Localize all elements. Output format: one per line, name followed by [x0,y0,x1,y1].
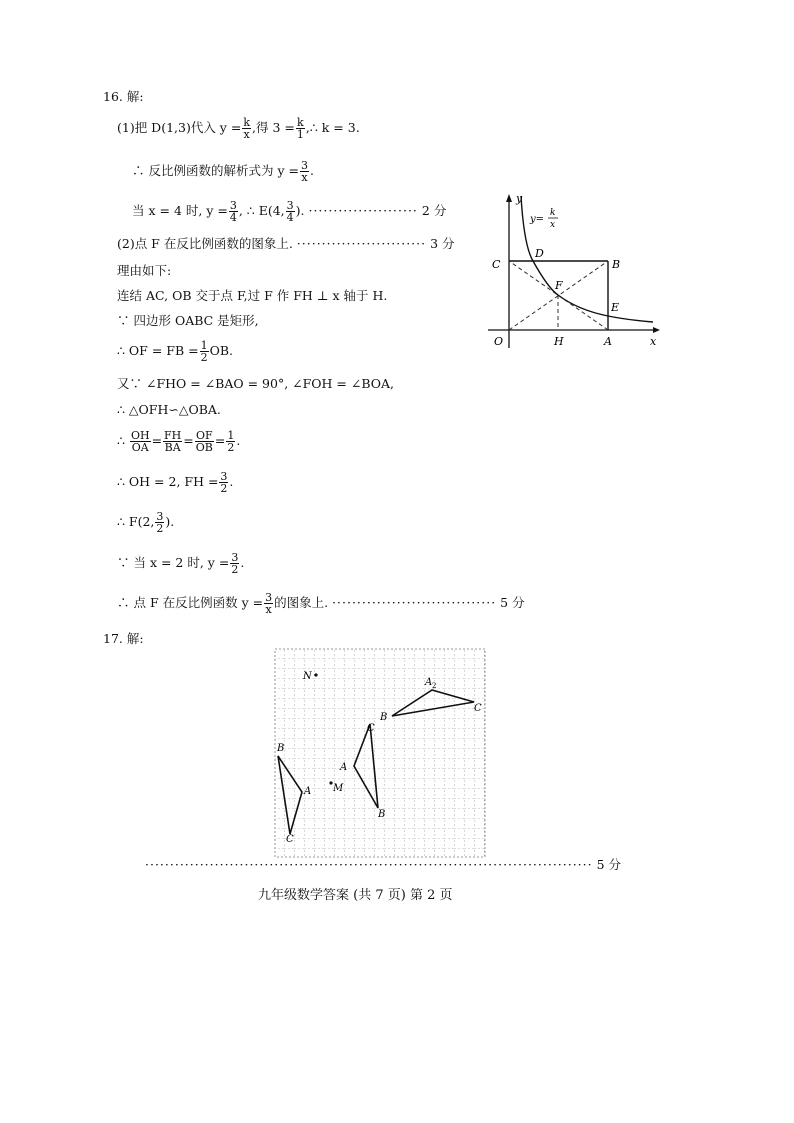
q16-line-14: ∵ 当 x = 2 时, y = $\frac{3}{2}$ . [117,551,245,576]
label-B1: B [378,809,386,820]
label-C: C [492,258,501,271]
q16-line-9: 又∵ ∠FHO = ∠BAO = 90°, ∠FOH = ∠BOA, [117,376,395,391]
label-y: y [516,192,523,205]
curve-label-lhs: y= [530,214,545,225]
q16-line-3: 当 x = 4 时, y = $\frac{3}{4}$ , ∴ E(4, $\frac{3}{4}$ ). ······················ 2 分 [132,199,447,224]
q17-score-line: ·························································································· 5 分 [145,857,622,872]
fraction: $\frac{3}{2}$ [220,470,228,495]
score-3: 3 分 [430,236,455,251]
q16-line-8: ∴ OF = FB = $\frac{1}{2}$ OB. [117,339,233,364]
q16-line-15: ∴ 点 F 在反比例函数 y = $\frac{3}{x}$ 的图象上. ································· 5 分 [117,591,525,616]
label-C: C [286,834,294,845]
label-B2: B [380,712,388,723]
label-A: A [304,786,312,797]
q16-line-6: 连结 AC, OB 交于点 F,过 F 作 FH ⊥ x 轴于 H. [117,288,388,303]
q16-line-13: ∴ F(2, $\frac{3}{2}$ ). [117,510,175,535]
q17-score: 5 分 [596,857,622,872]
q16-line-7: ∵ 四边形 OABC 是矩形, [117,313,259,328]
point-N [314,673,317,676]
label-B: B [277,743,285,754]
label-H: H [554,335,564,348]
fraction: $\frac{3}{2}$ [231,551,239,576]
label-A: A [604,335,612,348]
q16-line-4: (2)点 F 在反比例函数的图象上. ·························· 3 分 [117,236,455,251]
y-axis-arrow [506,194,512,202]
fraction: $\frac{k}{x}$ [243,116,250,141]
q16-heading: 16. 解: [103,89,144,104]
label-C2: C [474,703,482,714]
q16-line-1: (1)把 D(1,3)代入 y = $\frac{k}{x}$ ,得 3 = $\frac{k}{1}$ ,∴ k = 3. [117,116,360,141]
label-F: F [555,279,563,292]
score-2: 2 分 [421,203,447,218]
label-A1: A [340,762,348,773]
q16-graph [478,188,668,358]
label-N: N [303,671,312,682]
q17-heading: 17. 解: [103,631,144,646]
fraction: $\frac{3}{2}$ [156,510,164,535]
fraction: $\frac{1}{2}$ [200,339,208,364]
q16-line-12: ∴ OH = 2, FH = $\frac{3}{2}$ . [117,470,234,495]
fraction: $\frac{FH}{BA}$ [164,429,182,454]
label-A2-sub: 2 [432,682,437,690]
label-x: x [650,335,657,348]
curve-label-den: x [550,220,556,230]
page-footer: 九年级数学答案 (共 7 页) 第 2 页 [258,888,453,903]
label-M: M [333,783,344,794]
curve-label-num: k [550,208,556,218]
fraction: $\frac{k}{1}$ [296,116,304,141]
fraction: $\frac{3}{4}$ [229,199,237,224]
label-O: O [494,335,504,348]
fraction: $\frac{3}{x}$ [265,591,273,616]
label-D: D [535,247,544,260]
fraction: $\frac{OF}{OB}$ [195,429,213,454]
q16-line-10: ∴ △OFH∽△OBA. [117,402,221,417]
q16-line-2: ∴ 反比例函数的解析式为 y = $\frac{3}{x}$ . [132,159,314,184]
x-axis-arrow [653,327,660,333]
label-B: B [612,258,621,271]
fraction: $\frac{1}{2}$ [227,429,235,454]
fraction: $\frac{3}{4}$ [286,199,294,224]
q17-grid-figure [274,648,486,858]
label-E: E [611,301,620,314]
q16-line-11: ∴ $\frac{OH}{OA}$ = $\frac{FH}{BA}$ = $\frac{OF}{OB}$ = $\frac{1}{2}$ . [117,429,241,454]
score-5: 5 分 [500,595,525,610]
q16-line-5: 理由如下: [117,263,172,278]
fraction: $\frac{OH}{OA}$ [130,429,150,454]
label-A2: A [425,677,433,688]
label-C1: C [367,723,375,734]
fraction: $\frac{3}{x}$ [300,159,308,184]
